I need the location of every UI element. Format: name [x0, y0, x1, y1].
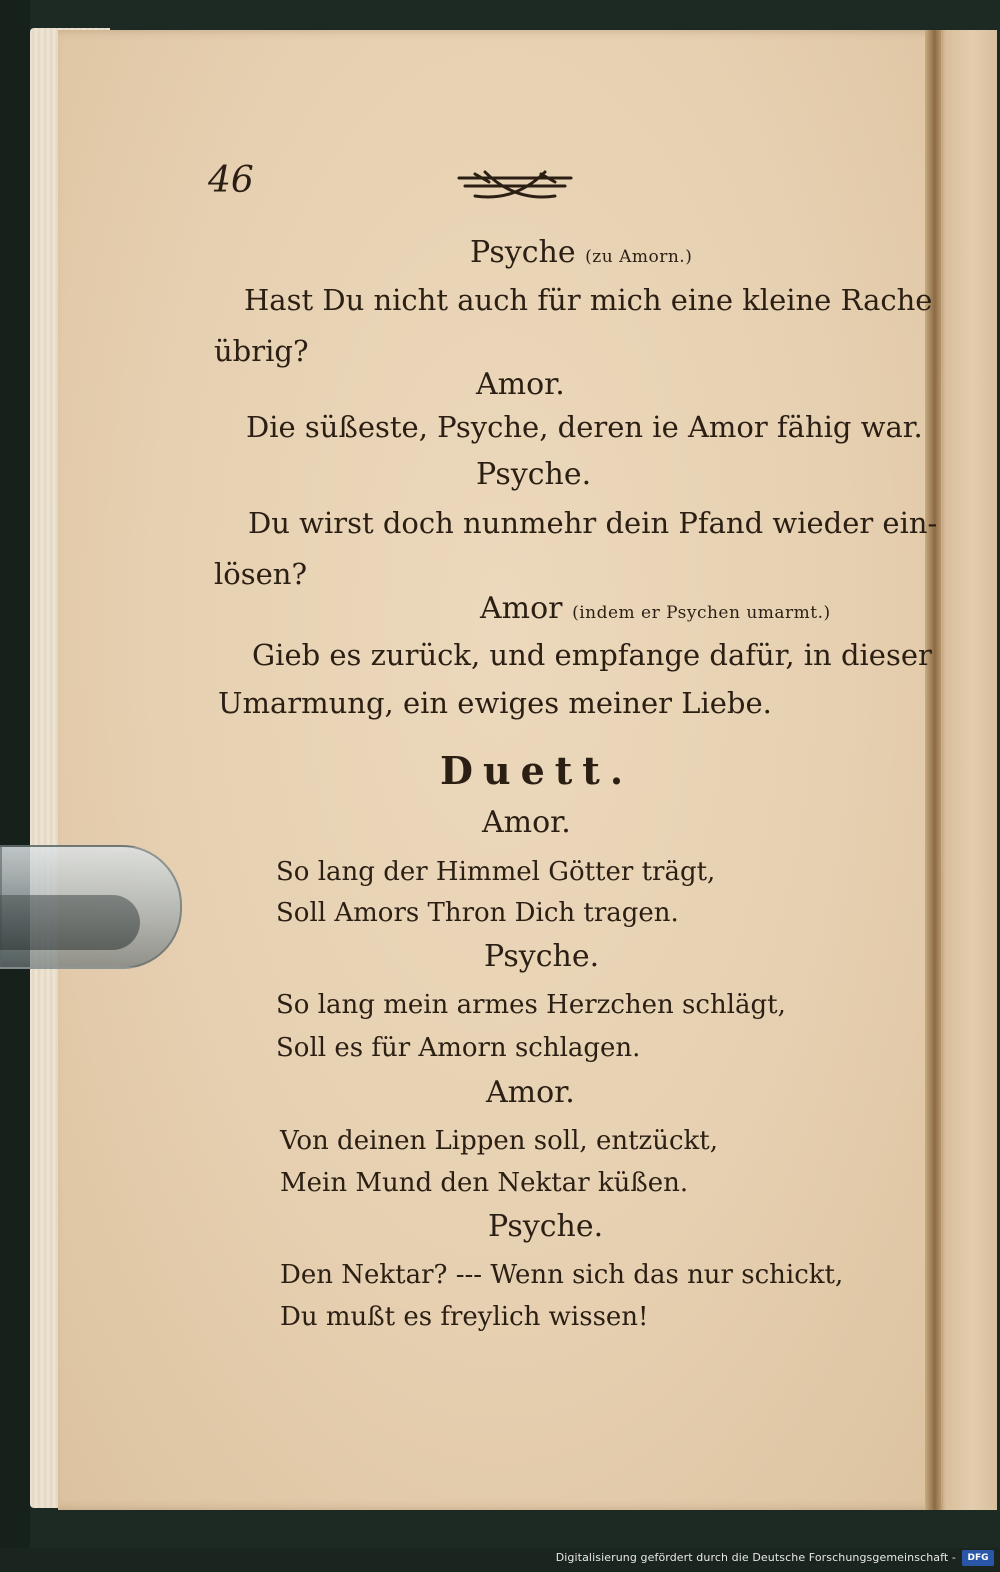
duet-heading: Duett. — [440, 748, 634, 793]
verse-line: Soll Amors Thron Dich tragen. — [276, 898, 679, 928]
verse-line: Mein Mund den Nektar küßen. — [280, 1168, 689, 1198]
glass-page-clip-shadow — [0, 895, 140, 950]
dfg-logo: DFG — [962, 1550, 994, 1566]
verse-line: Du mußt es freylich wissen! — [280, 1302, 649, 1332]
speaker-psyche: Psyche. — [488, 1209, 604, 1244]
text-line: Gieb es zurück, und empfange dafür, in dieser — [252, 638, 932, 672]
verse-line: Den Nektar? --- Wenn sich das nur schickt, — [280, 1260, 844, 1290]
text-line: Die süßeste, Psyche, deren ie Amor fähig war. — [246, 410, 923, 444]
text-line: Hast Du nicht auch für mich eine kleine Rache — [244, 283, 933, 317]
verse-line: So lang der Himmel Götter trägt, — [276, 857, 716, 887]
page-number: 46 — [208, 160, 254, 201]
verse-line: Soll es für Amorn schlagen. — [276, 1033, 641, 1063]
speaker-psyche: Psyche (zu Amorn.) — [470, 235, 693, 270]
text-line: Du wirst doch nunmehr dein Pfand wieder ein- — [248, 506, 938, 540]
verse-line: So lang mein armes Herzchen schlägt, — [276, 990, 786, 1020]
speaker-psyche: Psyche. — [484, 939, 600, 974]
speaker-amor: Amor. — [482, 805, 571, 840]
digitization-credit: Digitalisierung gefördert durch die Deutsche Forschungsgemeinschaft - — [555, 1551, 956, 1564]
text-line: übrig? — [214, 334, 309, 368]
facing-page — [935, 30, 997, 1510]
speaker-amor: Amor. — [486, 1075, 575, 1110]
speaker-amor: Amor (indem er Psychen umarmt.) — [480, 591, 831, 626]
scanner-background — [0, 0, 30, 1572]
verse-line: Von deinen Lippen soll, entzückt, — [280, 1126, 719, 1156]
crossed-branches-ornament-icon — [455, 162, 575, 206]
book-gutter — [925, 30, 941, 1510]
speaker-amor: Amor. — [476, 367, 565, 402]
text-line: lösen? — [214, 557, 308, 591]
text-line: Umarmung, ein ewiges meiner Liebe. — [218, 686, 772, 720]
speaker-psyche: Psyche. — [476, 457, 592, 492]
